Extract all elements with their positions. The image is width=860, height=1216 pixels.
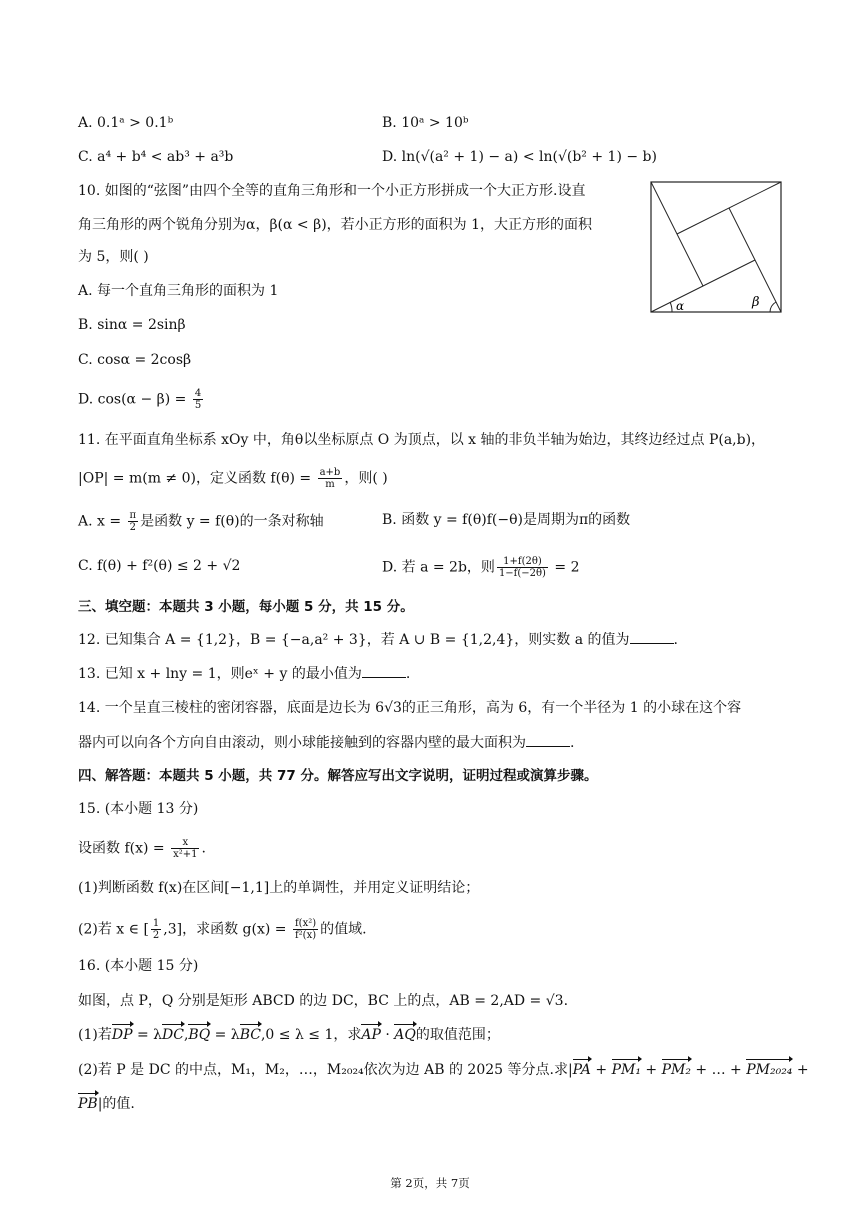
q11-option-a [78, 510, 324, 533]
q16-part-2-continued [78, 1094, 135, 1114]
q16-text: 的取值范围； [415, 1027, 500, 1043]
fraction-denominator: x²+1 [173, 849, 198, 860]
q16-text: |的值. [97, 1096, 135, 1112]
fraction-numerator: f(x²) [294, 918, 317, 929]
large-square [651, 182, 781, 312]
vector-dc: DC [162, 1027, 184, 1043]
q10-option-b: B. sinα = 2sinβ [78, 317, 186, 333]
q11-line-2 [78, 467, 388, 490]
fraction-numerator: a+b [319, 467, 341, 478]
string-figure-diagram [650, 181, 783, 314]
fraction-denominator: 5 [194, 400, 202, 411]
q16-text: + [792, 1062, 809, 1078]
q15-part-2-text: (2)若 x ∈ [ [78, 921, 149, 938]
q11-line-1: 11. 在平面直角坐标系 xOy 中，角θ以坐标原点 O 为顶点，以 x 轴的非负半轴为始边，其终边经过点 P(a,b)， [78, 432, 766, 448]
q16-text: , [183, 1027, 189, 1043]
q11-line-2-text: |OP| = m(m ≠ 0)，定义函数 f(θ) = [78, 470, 316, 487]
q15-part-2-end: 的值域. [320, 921, 367, 938]
q15-definition-end: . [201, 840, 206, 857]
q16-title: 16. (本小题 15 分) [78, 958, 199, 974]
q16-part-1 [78, 1025, 500, 1045]
q13-text: 13. 已知 x + lny = 1，则eˣ + y 的最小值为 [78, 666, 362, 682]
vector-pb: PB [78, 1096, 98, 1112]
vector-pm2: PM₂ [661, 1062, 691, 1078]
q16-text: + … + [690, 1062, 747, 1078]
fraction-denominator: f²(x) [294, 930, 317, 941]
vector-pm2024: PM₂₀₂₄ [746, 1062, 793, 1078]
q16-part-2 [78, 1060, 809, 1080]
vector-aq: AQ [394, 1027, 416, 1043]
section-4-heading: 四、解答题：本题共 5 小题，共 77 分。解答应写出文字说明，证明过程或演算步骤。 [78, 768, 598, 784]
q15-part-2 [78, 918, 367, 941]
q16-text: ,0 ≤ λ ≤ 1，求 [260, 1027, 362, 1043]
q15-title: 15. (本小题 13 分) [78, 801, 199, 817]
q12-end: . [673, 632, 678, 648]
q16-text: + [590, 1062, 612, 1078]
q10-option-a: A. 每一个直角三角形的面积为 1 [78, 283, 279, 299]
vector-dp: DP [111, 1027, 133, 1043]
q12-text: 12. 已知集合 A = {1,2}，B = {−a,a² + 3}，若 A ∪ B = {1,2,4}，则实数 a 的值为 [78, 632, 630, 648]
vector-pm1: PM₁ [611, 1062, 641, 1078]
q15-fraction [171, 837, 199, 860]
q16-text: + [640, 1062, 662, 1078]
answer-blank[interactable] [362, 663, 406, 678]
vector-bq: BQ [188, 1027, 211, 1043]
fraction-numerator: x [171, 837, 199, 849]
fraction-denominator: 2 [129, 522, 137, 533]
q15-part-1: (1)判断函数 f(x)在区间[−1,1]上的单调性，并用定义证明结论； [78, 880, 480, 896]
fraction-denominator: m [325, 479, 335, 490]
q11-option-c: C. f(θ) + f²(θ) ≤ 2 + √2 [78, 558, 241, 574]
fraction-numerator: 1+f(2θ) [497, 556, 548, 568]
hypotenuse-left [651, 182, 703, 286]
q11-line-2-suffix: ，则( ) [344, 470, 388, 487]
q11-option-a-text: A. x = [78, 513, 126, 530]
vector-ap: AP [361, 1027, 381, 1043]
q11-option-d-fraction [497, 556, 548, 579]
q11-option-d [382, 556, 580, 579]
q11-option-b: B. 函数 y = f(θ)f(−θ)是周期为π的函数 [382, 512, 631, 528]
fraction-numerator: π [129, 510, 137, 521]
q10-line-3: 为 5，则( ) [78, 249, 149, 265]
fraction-denominator: 1−f(−2θ) [498, 568, 546, 579]
q9-option-a: A. 0.1ᵃ > 0.1ᵇ [78, 115, 174, 131]
section-3-heading: 三、填空题：本题共 3 小题，每小题 5 分，共 15 分。 [78, 599, 414, 615]
q10-option-c: C. cosα = 2cosβ [78, 352, 192, 368]
fraction-numerator: 4 [194, 388, 202, 399]
q16-text: · [380, 1027, 395, 1043]
q12 [78, 629, 678, 650]
small-square [689, 220, 743, 274]
q15-definition-text: 设函数 f(x) = [78, 840, 170, 857]
q9-option-b: B. 10ᵃ > 10ᵇ [382, 115, 469, 131]
q10-option-d-text: D. cos(α − β) = [78, 391, 191, 408]
q13 [78, 663, 410, 684]
q11-option-d-text: D. 若 a = 2b，则 [382, 559, 495, 576]
q15-definition [78, 837, 206, 860]
vector-pa: PA [572, 1062, 591, 1078]
answer-blank[interactable] [526, 732, 570, 747]
alpha-arc [670, 302, 672, 312]
q10-option-d [78, 388, 205, 411]
vector-bc: BC [239, 1027, 261, 1043]
alpha-label: α [676, 299, 685, 313]
hypotenuse-top [677, 182, 781, 234]
q14-line-1: 14. 一个呈直三棱柱的密闭容器，底面是边长为 6√3的正三角形，高为 6，有一个半径为 1 的小球在这个容 [78, 700, 742, 716]
beta-label: β [752, 295, 760, 310]
q11-option-d-suffix: = 2 [549, 559, 580, 576]
fraction-numerator: 1 [152, 918, 160, 929]
q10-line-1: 10. 如图的“弦图”由四个全等的直角三角形和一个小正方形拼成一个大正方形.设直 [78, 183, 586, 199]
q9-option-c: C. a⁴ + b⁴ < ab³ + a³b [78, 149, 234, 165]
answer-blank[interactable] [630, 629, 674, 644]
q14-line-2 [78, 732, 574, 753]
q16-part-2-text: (2)若 P 是 DC 的中点，M₁，M₂，…，M₂₀₂₄依次为边 AB 的 2025 等分点.求| [78, 1062, 573, 1078]
beta-arc [770, 302, 776, 312]
q13-end: . [405, 666, 411, 682]
q14-line-2-text: 器内可以向各个方向自由滚动，则小球能接触到的容器内壁的最大面积为 [78, 735, 526, 751]
q16-intro: 如图，点 P，Q 分别是矩形 ABCD 的边 DC，BC 上的点，AB = 2,AD = √3. [78, 993, 569, 1009]
q16-text: = λ [132, 1027, 163, 1043]
q16-text: = λ [210, 1027, 240, 1043]
q11-option-a-suffix: 是函数 y = f(θ)的一条对称轴 [140, 513, 324, 530]
q9-option-d: D. ln(√(a² + 1) − a) < ln(√(b² + 1) − b) [382, 149, 657, 165]
q15-part-2-mid: ,3]，求函数 g(x) = [163, 921, 291, 938]
q10-line-2: 角三角形的两个锐角分别为α，β(α < β)，若小正方形的面积为 1，大正方形的面积 [78, 217, 593, 233]
fraction-denominator: 2 [152, 930, 160, 941]
q11-option-a-fraction [128, 510, 139, 533]
q10-option-d-fraction [193, 388, 203, 411]
q14-end: . [570, 735, 575, 751]
q11-fraction [318, 467, 343, 490]
q15-part-2-fraction-2 [293, 918, 318, 941]
q15-part-2-fraction [151, 918, 161, 941]
page-footer: 第 2页，共 7页 [390, 1176, 470, 1190]
q16-part-1-text: (1)若 [78, 1027, 112, 1043]
